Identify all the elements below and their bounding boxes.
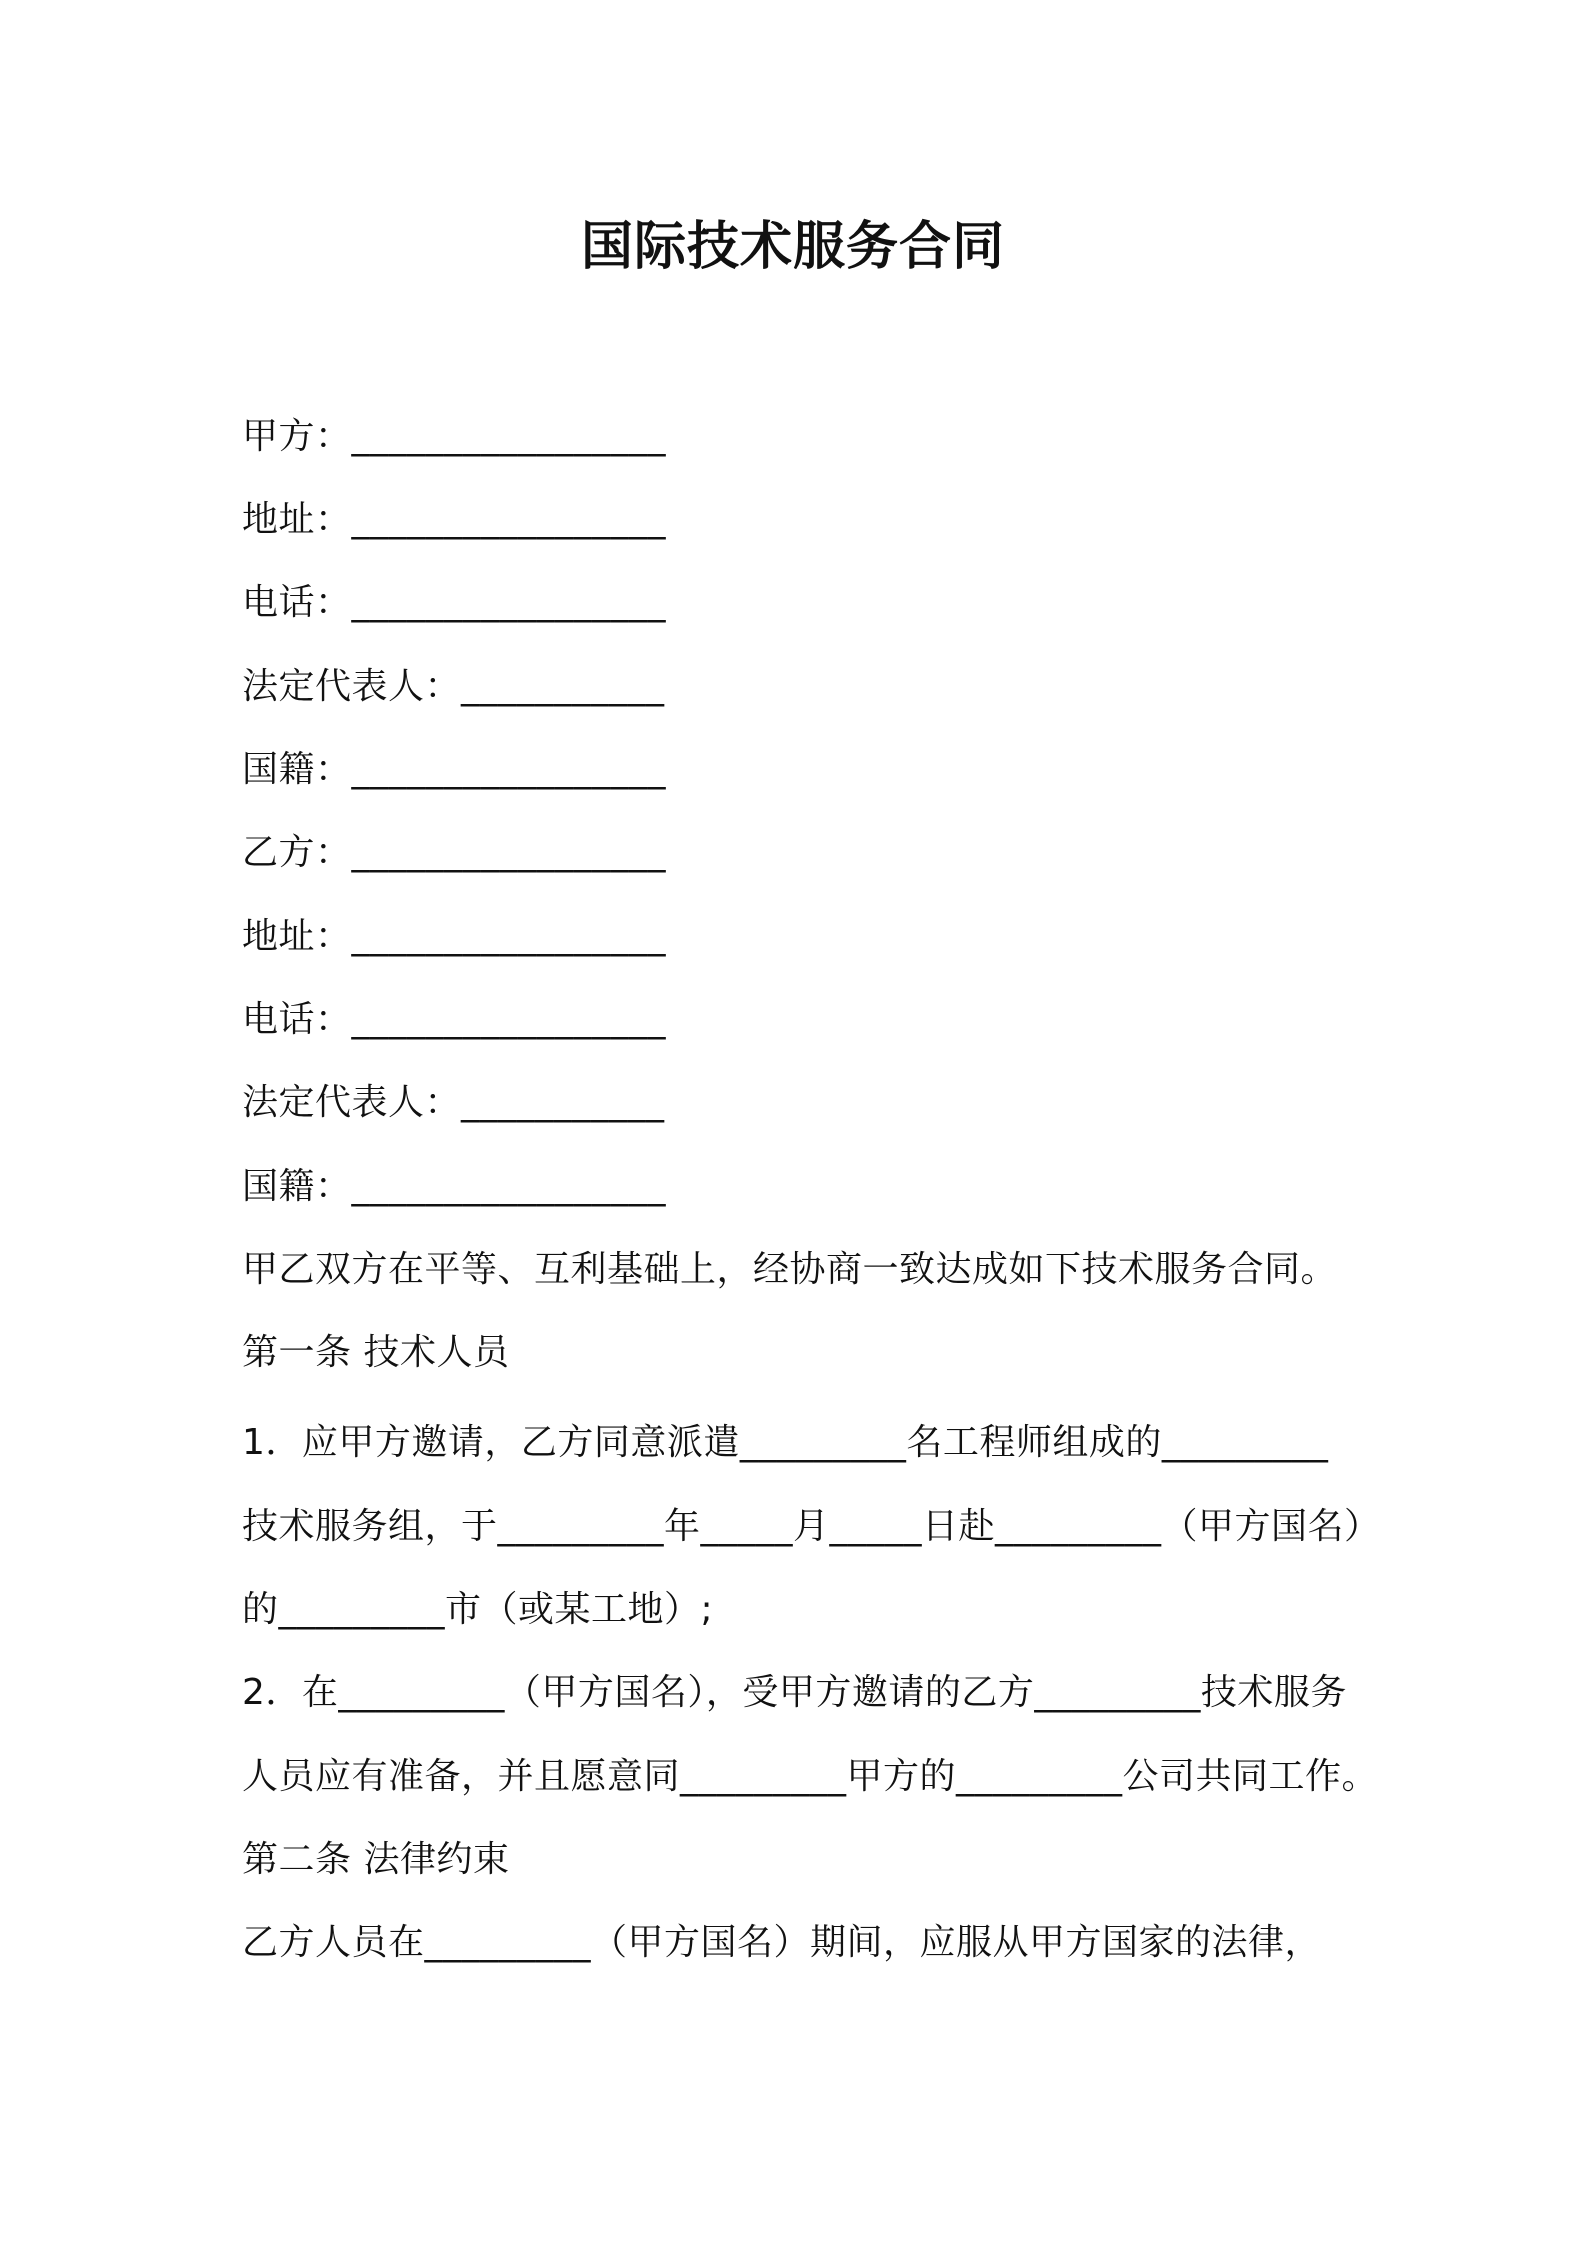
article-2-heading: 第二条 法律约束 [242, 1839, 510, 1880]
party-b-legal-rep-line: 法定代表人：___________ [242, 1082, 665, 1123]
party-b-name-line: 乙方：_________________ [242, 832, 667, 873]
party-a-nationality-line: 国籍：_________________ [242, 749, 667, 790]
article-1-heading: 第一条 技术人员 [242, 1332, 510, 1373]
article-1-clause-1-line-2: 技术服务组，于_________年_____月_____日赴_________（甲方国名） [242, 1506, 1381, 1547]
party-a-name-line: 甲方：_________________ [242, 416, 667, 457]
article-2-paragraph-line-1: 乙方人员在_________（甲方国名）期间，应服从甲方国家的法律， [242, 1922, 1322, 1963]
party-b-nationality-line: 国籍：_________________ [242, 1166, 667, 1207]
article-1-clause-1-line-1: 1．应甲方邀请，乙方同意派遣_________名工程师组成的_________ [242, 1422, 1329, 1463]
party-a-legal-rep-line: 法定代表人：___________ [242, 666, 665, 707]
party-a-address-line: 地址：_________________ [242, 499, 667, 540]
party-a-phone-line: 电话：_________________ [242, 582, 667, 623]
article-1-clause-2-line-1: 2．在_________（甲方国名），受甲方邀请的乙方_________技术服务 [242, 1672, 1347, 1713]
preamble-paragraph: 甲乙双方在平等、互利基础上，经协商一致达成如下技术服务合同。 [242, 1249, 1338, 1290]
party-b-phone-line: 电话：_________________ [242, 999, 667, 1040]
article-1-clause-2-line-2: 人员应有准备，并且愿意同_________甲方的_________公司共同工作。 [242, 1756, 1379, 1797]
document-title: 国际技术服务合同 [580, 217, 1005, 277]
article-1-clause-1-line-3: 的_________市（或某工地）; [242, 1589, 714, 1630]
party-b-address-line: 地址：_________________ [242, 916, 667, 957]
